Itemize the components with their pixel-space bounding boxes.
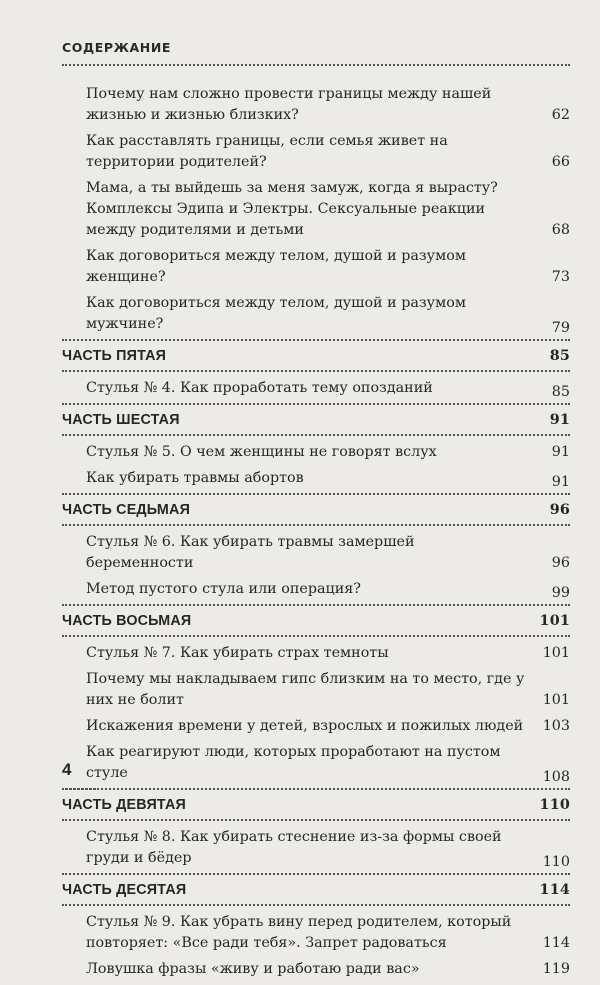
toc-entry [62,246,570,288]
toc-entry-page: 62 [551,107,570,123]
part-heading [62,347,570,372]
toc-entry-title: Как реагируют люди, которых проработают на пустом стуле [86,744,501,781]
part-page: 110 [539,797,570,813]
toc-entry-page: 99 [551,585,570,601]
page-number: 4 [62,760,72,779]
toc-entry [62,716,570,737]
toc-entry-title: Стулья № 4. Как проработать тему опозданий [86,380,433,396]
toc-entry [62,959,570,980]
toc-entry-page: 114 [542,935,570,951]
part-title: ЧАСТЬ ШЕСТАЯ [62,412,180,428]
toc-entry-page: 103 [542,718,570,734]
toc-entry-page: 79 [551,320,570,336]
toc-entry [62,442,570,463]
toc-entry-page: 91 [551,474,570,490]
part-heading [62,881,570,906]
toc-entry [62,827,570,875]
toc-entry-title: Как договориться между телом, душой и разумом мужчине? [86,295,466,332]
toc-entry-page: 101 [542,692,570,708]
toc-entry-title: Как договориться между телом, душой и разумом женщине? [86,248,466,285]
toc-entry-title: Стулья № 7. Как убирать страх темноты [86,645,389,661]
part-title: ЧАСТЬ ПЯТАЯ [62,348,167,364]
toc-entry-title: Стулья № 6. Как убирать травмы замершей беременности [86,534,415,571]
part-title: ЧАСТЬ СЕДЬМАЯ [62,502,191,518]
toc-entry-title: Стулья № 5. О чем женщины не говорят вслух [86,444,437,460]
toc-entry-page: 91 [551,444,570,460]
part-heading [62,411,570,436]
part-heading [62,501,570,526]
toc-entry-title: Мама, а ты выйдешь за меня замуж, когда я вырасту? Комплексы Эдипа и Электры. Сексуальные реакции между родителями и детьми [86,180,498,238]
toc-entry-page: 119 [542,961,570,977]
part-page: 85 [549,348,570,364]
toc-entry-page: 68 [551,222,570,238]
toc-entry [62,378,570,405]
toc-entry [62,643,570,664]
part-heading [62,612,570,637]
toc-entry-page: 66 [551,154,570,170]
toc-entry-page: 85 [551,384,570,400]
toc-entry [62,468,570,495]
part-title: ЧАСТЬ ДЕВЯТАЯ [62,797,186,813]
part-heading [62,796,570,821]
toc-entry-title: Искажения времени у детей, взрослых и пожилых людей [86,718,524,734]
toc-entry [62,131,570,173]
table-of-contents [62,84,570,985]
toc-entry-title: Как убирать травмы абортов [86,470,304,486]
toc-entry-title: Метод пустого стула или операция? [86,581,361,597]
toc-entry [62,579,570,606]
part-title: ЧАСТЬ ДЕСЯТАЯ [62,882,187,898]
toc-entry [62,84,570,126]
part-title: ЧАСТЬ ВОСЬМАЯ [62,613,192,629]
toc-entry-title: Почему мы накладываем гипс близким на то место, где у них не болит [86,671,525,708]
toc-entry-page: 110 [542,854,570,870]
toc-entry-page: 101 [542,645,570,661]
page-number-divider [62,788,96,790]
toc-entry [62,178,570,241]
part-page: 101 [539,613,570,629]
part-page: 91 [549,412,570,428]
toc-entry-page: 73 [551,269,570,285]
running-header: СОДЕРЖАНИЕ [62,40,172,55]
toc-entry-title: Стулья № 8. Как убирать стеснение из-за формы своей груди и бёдер [86,829,502,866]
toc-entry-title: Почему нам сложно провести границы между нашей жизнью и жизнью близких? [86,86,492,123]
toc-entry-page: 96 [551,555,570,571]
toc-entry-title: Как расставлять границы, если семья живет на территории родителей? [86,133,448,170]
toc-entry-page: 108 [542,769,570,785]
toc-entry-title: Ловушка фразы «живу и работаю ради вас» [86,961,420,977]
toc-entry [62,293,570,341]
part-page: 96 [549,502,570,518]
header-divider [62,64,570,66]
toc-entry [62,742,570,790]
part-page: 114 [539,882,570,898]
toc-entry [62,912,570,954]
toc-entry [62,532,570,574]
toc-entry-title: Стулья № 9. Как убрать вину перед родителем, который повторяет: «Все ради тебя». Запрет радоваться [86,914,512,951]
toc-entry [62,669,570,711]
